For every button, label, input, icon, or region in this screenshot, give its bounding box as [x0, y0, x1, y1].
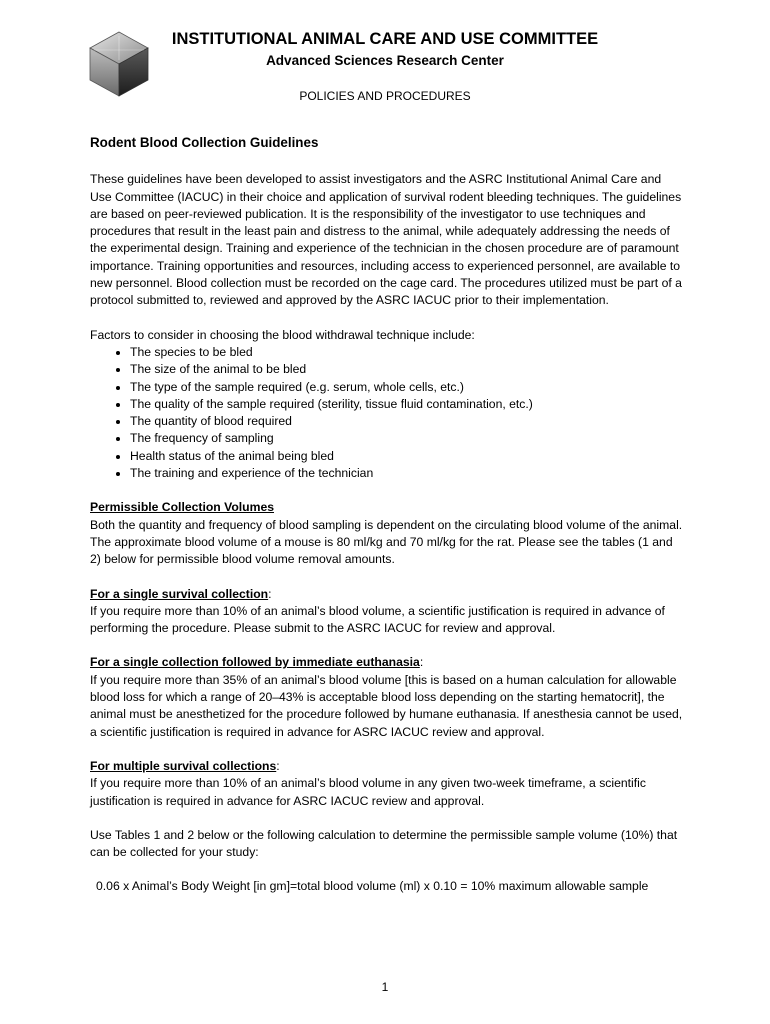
- list-item: • The species to be bled: [130, 344, 686, 361]
- euthanasia-text: If you require more than 35% of an animal’s blood volume [this is based on a human calculation for allowable blood loss for which a range of 20–43% is acceptable blood loss depending on the starting hematocrit], the animal must be anesthetized for the procedure followed by humane euthanasia. If anesthesia cannot be used, a scientific justification is required in advance for ASRC IACUC review and approval.: [90, 672, 683, 739]
- document-title: Rodent Blood Collection Guidelines: [90, 135, 319, 150]
- list-item: • The training and experience of the technician: [130, 465, 686, 482]
- list-item: • The size of the animal to be bled: [130, 361, 686, 378]
- euthanasia-heading: For a single collection followed by immediate euthanasia:: [90, 655, 424, 670]
- section-label: POLICIES AND PROCEDURES: [299, 89, 471, 103]
- single-collection-text: If you require more than 10% of an animal’s blood volume, a scientific justification is required in advance of performing the procedure. Please submit to the ASRC IACUC for review and approval.: [90, 603, 665, 636]
- list-item: • The quality of the sample required (sterility, tissue fluid contamination, etc.): [130, 396, 686, 413]
- intro-paragraph: These guidelines have been developed to assist investigators and the ASRC Institutional Animal Care and Use Committee (IACUC) in their choice and application of survival rodent bleeding techniques. The guidelines are based on peer-reviewed publication. It is the responsibility of the investigator to use techniques and procedures that result in the least pain and distress to the animal, while adequately addressing the needs of the experimental design. Training and experience of the technician in the chosen procedure are of paramount importance. Training opportunities and resources, including access to experienced personnel, are available to new personnel. Blood collection must be recorded on the cage card. The procedures utilized must be part of a protocol submitted to, reviewed and approved by the ASRC IACUC prior to their implementation.: [90, 172, 682, 308]
- multiple-collections-text: If you require more than 10% of an animal’s blood volume in any given two-week timeframe, a scientific justification is required in advance for ASRC IACUC review and approval.: [90, 776, 646, 808]
- cube-logo-icon: [88, 30, 150, 98]
- multiple-collections-heading: For multiple survival collections:: [90, 758, 280, 773]
- list-item: • The frequency of sampling: [130, 430, 686, 447]
- list-item: • The type of the sample required (e.g. serum, whole cells, etc.): [130, 379, 686, 396]
- center-name: Advanced Sciences Research Center: [266, 53, 504, 68]
- list-item: • Health status of the animal being bled: [130, 448, 686, 465]
- volume-formula: 0.06 x Animal’s Body Weight [in gm]=total blood volume (ml) x 0.10 = 10% maximum allowable sample: [96, 879, 649, 894]
- page-number: 1: [381, 980, 389, 994]
- single-collection-heading: For a single survival collection:: [90, 586, 272, 601]
- document-body: [90, 134, 686, 913]
- factors-lead: Factors to consider in choosing the blood withdrawal technique include:: [90, 327, 475, 342]
- factors-list: [90, 344, 686, 482]
- committee-title: INSTITUTIONAL ANIMAL CARE AND USE COMMITTEE: [171, 30, 599, 48]
- tables-note: Use Tables 1 and 2 below or the following calculation to determine the permissible sample volume (10%) that can be collected for your study:: [90, 827, 678, 860]
- permissible-text: Both the quantity and frequency of blood sampling is dependent on the circulating blood volume of the animal. The approximate blood volume of a mouse is 80 ml/kg and 70 ml/kg for the rat. Please see the tables (1 and 2) below for permissible blood volume removal amounts.: [90, 517, 683, 567]
- list-item: • The quantity of blood required: [130, 413, 686, 430]
- permissible-heading: Permissible Collection Volumes: [90, 500, 274, 515]
